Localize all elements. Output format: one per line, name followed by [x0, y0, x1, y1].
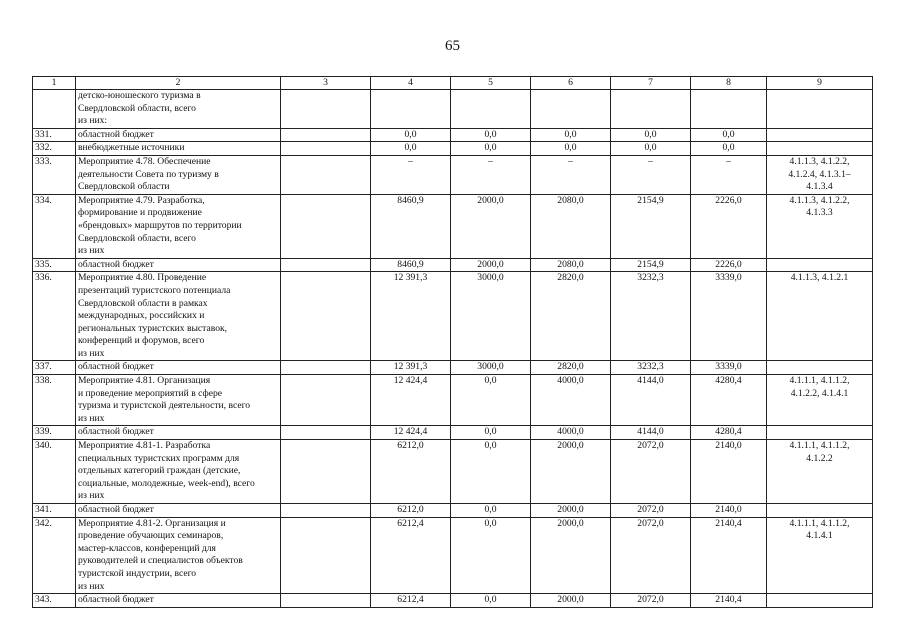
cell-col-7: 2154,9	[611, 258, 691, 272]
row-name-line: формирование и продвижение	[78, 207, 202, 219]
cell-col-3	[281, 504, 371, 518]
row-number: 340.	[33, 440, 76, 504]
row-goals	[767, 142, 873, 156]
cell-col-5: 3000,0	[451, 361, 531, 375]
cell-col-8: 4280,4	[691, 375, 767, 426]
cell-col-4	[371, 90, 451, 129]
row-name-line: специальных туристских программ для	[78, 452, 240, 464]
cell-col-4: 6212,4	[371, 594, 451, 608]
cell-col-5: 0,0	[451, 128, 531, 142]
row-name	[76, 258, 281, 272]
cell-col-8: –	[691, 155, 767, 194]
cell-col-5: 0,0	[451, 440, 531, 504]
cell-col-6: 2080,0	[531, 258, 611, 272]
cell-col-4: 6212,0	[371, 504, 451, 518]
row-name	[76, 361, 281, 375]
row-goals-line: 4.1.1.3, 4.1.2.1	[790, 272, 849, 284]
row-name-line: областной бюджет	[78, 128, 154, 140]
row-name	[76, 90, 281, 129]
cell-col-4: 6212,4	[371, 517, 451, 594]
row-number: 332.	[33, 142, 76, 156]
row-number: 333.	[33, 155, 76, 194]
table-row	[33, 517, 873, 594]
row-name-line: региональных туристских выставок,	[78, 322, 228, 334]
cell-col-4: 8460,9	[371, 194, 451, 258]
cell-col-6: 0,0	[531, 142, 611, 156]
cell-col-5: 0,0	[451, 517, 531, 594]
row-name-line: Мероприятие 4.78. Обеспечение	[78, 155, 211, 167]
row-goals	[767, 194, 873, 258]
table-row	[33, 258, 873, 272]
row-goals-line: 4.1.3.3	[806, 207, 833, 219]
cell-col-5: 0,0	[451, 504, 531, 518]
cell-col-5: 0,0	[451, 375, 531, 426]
row-name	[76, 517, 281, 594]
row-name	[76, 128, 281, 142]
column-header: 4	[371, 77, 451, 90]
row-goals	[767, 375, 873, 426]
column-header: 8	[691, 77, 767, 90]
table-row	[33, 194, 873, 258]
row-goals	[767, 504, 873, 518]
row-number	[33, 90, 76, 129]
cell-col-6: 0,0	[531, 128, 611, 142]
row-number: 331.	[33, 128, 76, 142]
cell-col-7: 2072,0	[611, 517, 691, 594]
budget-table	[32, 76, 873, 608]
row-name-line: проведение обучающих семинаров,	[78, 530, 224, 542]
cell-col-6: 4000,0	[531, 375, 611, 426]
row-goals-line: 4.1.2.2, 4.1.4.1	[790, 387, 849, 399]
row-name-line: отдельных категорий граждан (детские,	[78, 465, 241, 477]
row-name-line: Мероприятие 4.81. Организация	[78, 375, 211, 387]
cell-col-5: –	[451, 155, 531, 194]
cell-col-7: –	[611, 155, 691, 194]
row-goals-line: 4.1.2.2	[806, 452, 833, 464]
row-goals	[767, 272, 873, 361]
row-goals-line: 4.1.1.1, 4.1.1.2,	[789, 517, 850, 529]
row-name	[76, 142, 281, 156]
table-row	[33, 440, 873, 504]
table-row	[33, 504, 873, 518]
cell-col-5: 2000,0	[451, 194, 531, 258]
row-name-line: областной бюджет	[78, 426, 154, 438]
row-number: 338.	[33, 375, 76, 426]
cell-col-5	[451, 90, 531, 129]
row-name-line: Мероприятие 4.81-2. Организация и	[78, 517, 226, 529]
table-row	[33, 142, 873, 156]
row-name-line: Мероприятие 4.79. Разработка,	[78, 194, 205, 206]
cell-col-8: 2226,0	[691, 258, 767, 272]
cell-col-4: 12 391,3	[371, 361, 451, 375]
row-name-line: из них:	[78, 115, 108, 127]
row-number: 336.	[33, 272, 76, 361]
row-name-line: руководителей и специалистов объектов	[78, 555, 243, 567]
table-row	[33, 272, 873, 361]
row-goals	[767, 155, 873, 194]
row-goals-line: 4.1.4.1	[806, 530, 833, 542]
row-name-line: презентаций туристского потенциала	[78, 284, 231, 296]
cell-col-5: 3000,0	[451, 272, 531, 361]
table-row	[33, 90, 873, 129]
table-row	[33, 375, 873, 426]
row-name-line: деятельности Совета по туризму в	[78, 168, 219, 180]
row-number: 342.	[33, 517, 76, 594]
cell-col-5: 2000,0	[451, 258, 531, 272]
cell-col-5: 0,0	[451, 426, 531, 440]
cell-col-6: 2820,0	[531, 272, 611, 361]
cell-col-3	[281, 594, 371, 608]
row-name-line: «брендовых» маршрутов по территории	[78, 219, 242, 231]
row-name-line: из них	[78, 412, 105, 424]
cell-col-4: 8460,9	[371, 258, 451, 272]
row-name-line: из них	[78, 490, 105, 502]
cell-col-6: 4000,0	[531, 426, 611, 440]
row-name-line: международных, российских и	[78, 310, 205, 322]
row-goals-line: 4.1.2.4, 4.1.3.1–	[788, 168, 851, 180]
row-goals	[767, 128, 873, 142]
table-row	[33, 155, 873, 194]
row-name-line: областной бюджет	[78, 504, 154, 515]
row-number: 341.	[33, 504, 76, 518]
cell-col-4: 12 424,4	[371, 375, 451, 426]
cell-col-6: 2820,0	[531, 361, 611, 375]
cell-col-7: 2072,0	[611, 440, 691, 504]
row-number: 343.	[33, 594, 76, 608]
cell-col-6	[531, 90, 611, 129]
cell-col-4: 6212,0	[371, 440, 451, 504]
cell-col-6: 2000,0	[531, 504, 611, 518]
table-row	[33, 128, 873, 142]
cell-col-4: 12 424,4	[371, 426, 451, 440]
cell-col-7: 0,0	[611, 128, 691, 142]
column-number-row	[33, 77, 873, 90]
cell-col-8: 2140,0	[691, 504, 767, 518]
cell-col-3	[281, 517, 371, 594]
column-header: 2	[76, 77, 281, 90]
cell-col-5: 0,0	[451, 142, 531, 156]
cell-col-6: 2080,0	[531, 194, 611, 258]
row-name	[76, 155, 281, 194]
row-name-line: Свердловской области, всего	[78, 232, 196, 244]
cell-col-8	[691, 90, 767, 129]
row-name-line: Свердловской области в рамках	[78, 297, 208, 309]
row-name-line: конференций и форумов, всего	[78, 335, 205, 347]
cell-col-4: –	[371, 155, 451, 194]
cell-col-8: 2226,0	[691, 194, 767, 258]
cell-col-8: 2140,0	[691, 440, 767, 504]
row-goals	[767, 440, 873, 504]
row-goals-line: 4.1.1.3, 4.1.2.2,	[789, 155, 850, 167]
cell-col-4: 0,0	[371, 142, 451, 156]
cell-col-3	[281, 440, 371, 504]
row-name-line: мастер-классов, конференций для	[78, 542, 216, 554]
column-header: 1	[33, 77, 76, 90]
row-name	[76, 375, 281, 426]
table-body	[33, 90, 873, 608]
row-name-line: из них	[78, 580, 105, 592]
table-row	[33, 361, 873, 375]
row-goals	[767, 361, 873, 375]
cell-col-3	[281, 426, 371, 440]
row-name-line: из них	[78, 347, 105, 359]
row-name-line: из них	[78, 245, 105, 257]
column-header: 5	[451, 77, 531, 90]
cell-col-7	[611, 90, 691, 129]
cell-col-6: –	[531, 155, 611, 194]
row-name-line: Мероприятие 4.80. Проведение	[78, 272, 207, 284]
row-goals	[767, 258, 873, 272]
cell-col-7: 3232,3	[611, 272, 691, 361]
cell-col-6: 2000,0	[531, 517, 611, 594]
cell-col-3	[281, 258, 371, 272]
row-number: 337.	[33, 361, 76, 375]
cell-col-3	[281, 194, 371, 258]
table-row	[33, 426, 873, 440]
cell-col-3	[281, 90, 371, 129]
row-name	[76, 440, 281, 504]
cell-col-8: 2140,4	[691, 594, 767, 608]
cell-col-6: 2000,0	[531, 440, 611, 504]
row-name-line: Свердловской области, всего	[78, 102, 196, 114]
row-name	[76, 504, 281, 518]
row-name	[76, 272, 281, 361]
cell-col-3	[281, 272, 371, 361]
row-name-line: областной бюджет	[78, 594, 154, 606]
cell-col-4: 0,0	[371, 128, 451, 142]
cell-col-7: 2072,0	[611, 594, 691, 608]
row-name	[76, 594, 281, 608]
cell-col-8: 0,0	[691, 128, 767, 142]
column-header: 6	[531, 77, 611, 90]
cell-col-3	[281, 361, 371, 375]
cell-col-7: 4144,0	[611, 426, 691, 440]
row-goals	[767, 426, 873, 440]
row-goals-line: 4.1.1.3, 4.1.2.2,	[789, 194, 850, 206]
cell-col-7: 2072,0	[611, 504, 691, 518]
cell-col-3	[281, 155, 371, 194]
cell-col-7: 2154,9	[611, 194, 691, 258]
row-goals	[767, 517, 873, 594]
column-header: 9	[767, 77, 873, 90]
row-number: 339.	[33, 426, 76, 440]
row-name-line: областной бюджет	[78, 258, 154, 270]
row-number: 335.	[33, 258, 76, 272]
row-goals-line: 4.1.1.1, 4.1.1.2,	[789, 375, 850, 387]
cell-col-7: 3232,3	[611, 361, 691, 375]
cell-col-7: 4144,0	[611, 375, 691, 426]
row-goals-line: 4.1.3.4	[806, 181, 833, 193]
row-name-line: Мероприятие 4.81-1. Разработка	[78, 440, 211, 452]
table-row	[33, 594, 873, 608]
row-goals	[767, 594, 873, 608]
cell-col-8: 4280,4	[691, 426, 767, 440]
cell-col-3	[281, 142, 371, 156]
page-number: 65	[445, 38, 460, 54]
cell-col-4: 12 391,3	[371, 272, 451, 361]
cell-col-5: 0,0	[451, 594, 531, 608]
cell-col-8: 0,0	[691, 142, 767, 156]
row-name-line: областной бюджет	[78, 361, 154, 373]
cell-col-3	[281, 375, 371, 426]
cell-col-3	[281, 128, 371, 142]
row-name-line: внебюджетные источники	[78, 142, 185, 154]
row-name-line: туризма и туристской деятельности, всего	[78, 400, 251, 412]
cell-col-8: 2140,4	[691, 517, 767, 594]
row-name-line: туристской индустрии, всего	[78, 567, 197, 579]
row-name-line: и проведение мероприятий в сфере	[78, 387, 223, 399]
cell-col-8: 3339,0	[691, 361, 767, 375]
row-name	[76, 426, 281, 440]
row-name-line: детско-юношеского туризма в	[78, 90, 201, 101]
cell-col-8: 3339,0	[691, 272, 767, 361]
row-name	[76, 194, 281, 258]
cell-col-7: 0,0	[611, 142, 691, 156]
cell-col-6: 2000,0	[531, 594, 611, 608]
row-name-line: социальные, молодежные, week-end), всего	[78, 477, 255, 489]
column-header: 3	[281, 77, 371, 90]
row-goals	[767, 90, 873, 129]
column-header: 7	[611, 77, 691, 90]
row-goals-line: 4.1.1.1, 4.1.1.2,	[789, 440, 850, 452]
row-number: 334.	[33, 194, 76, 258]
row-name-line: Свердловской области	[78, 181, 170, 193]
